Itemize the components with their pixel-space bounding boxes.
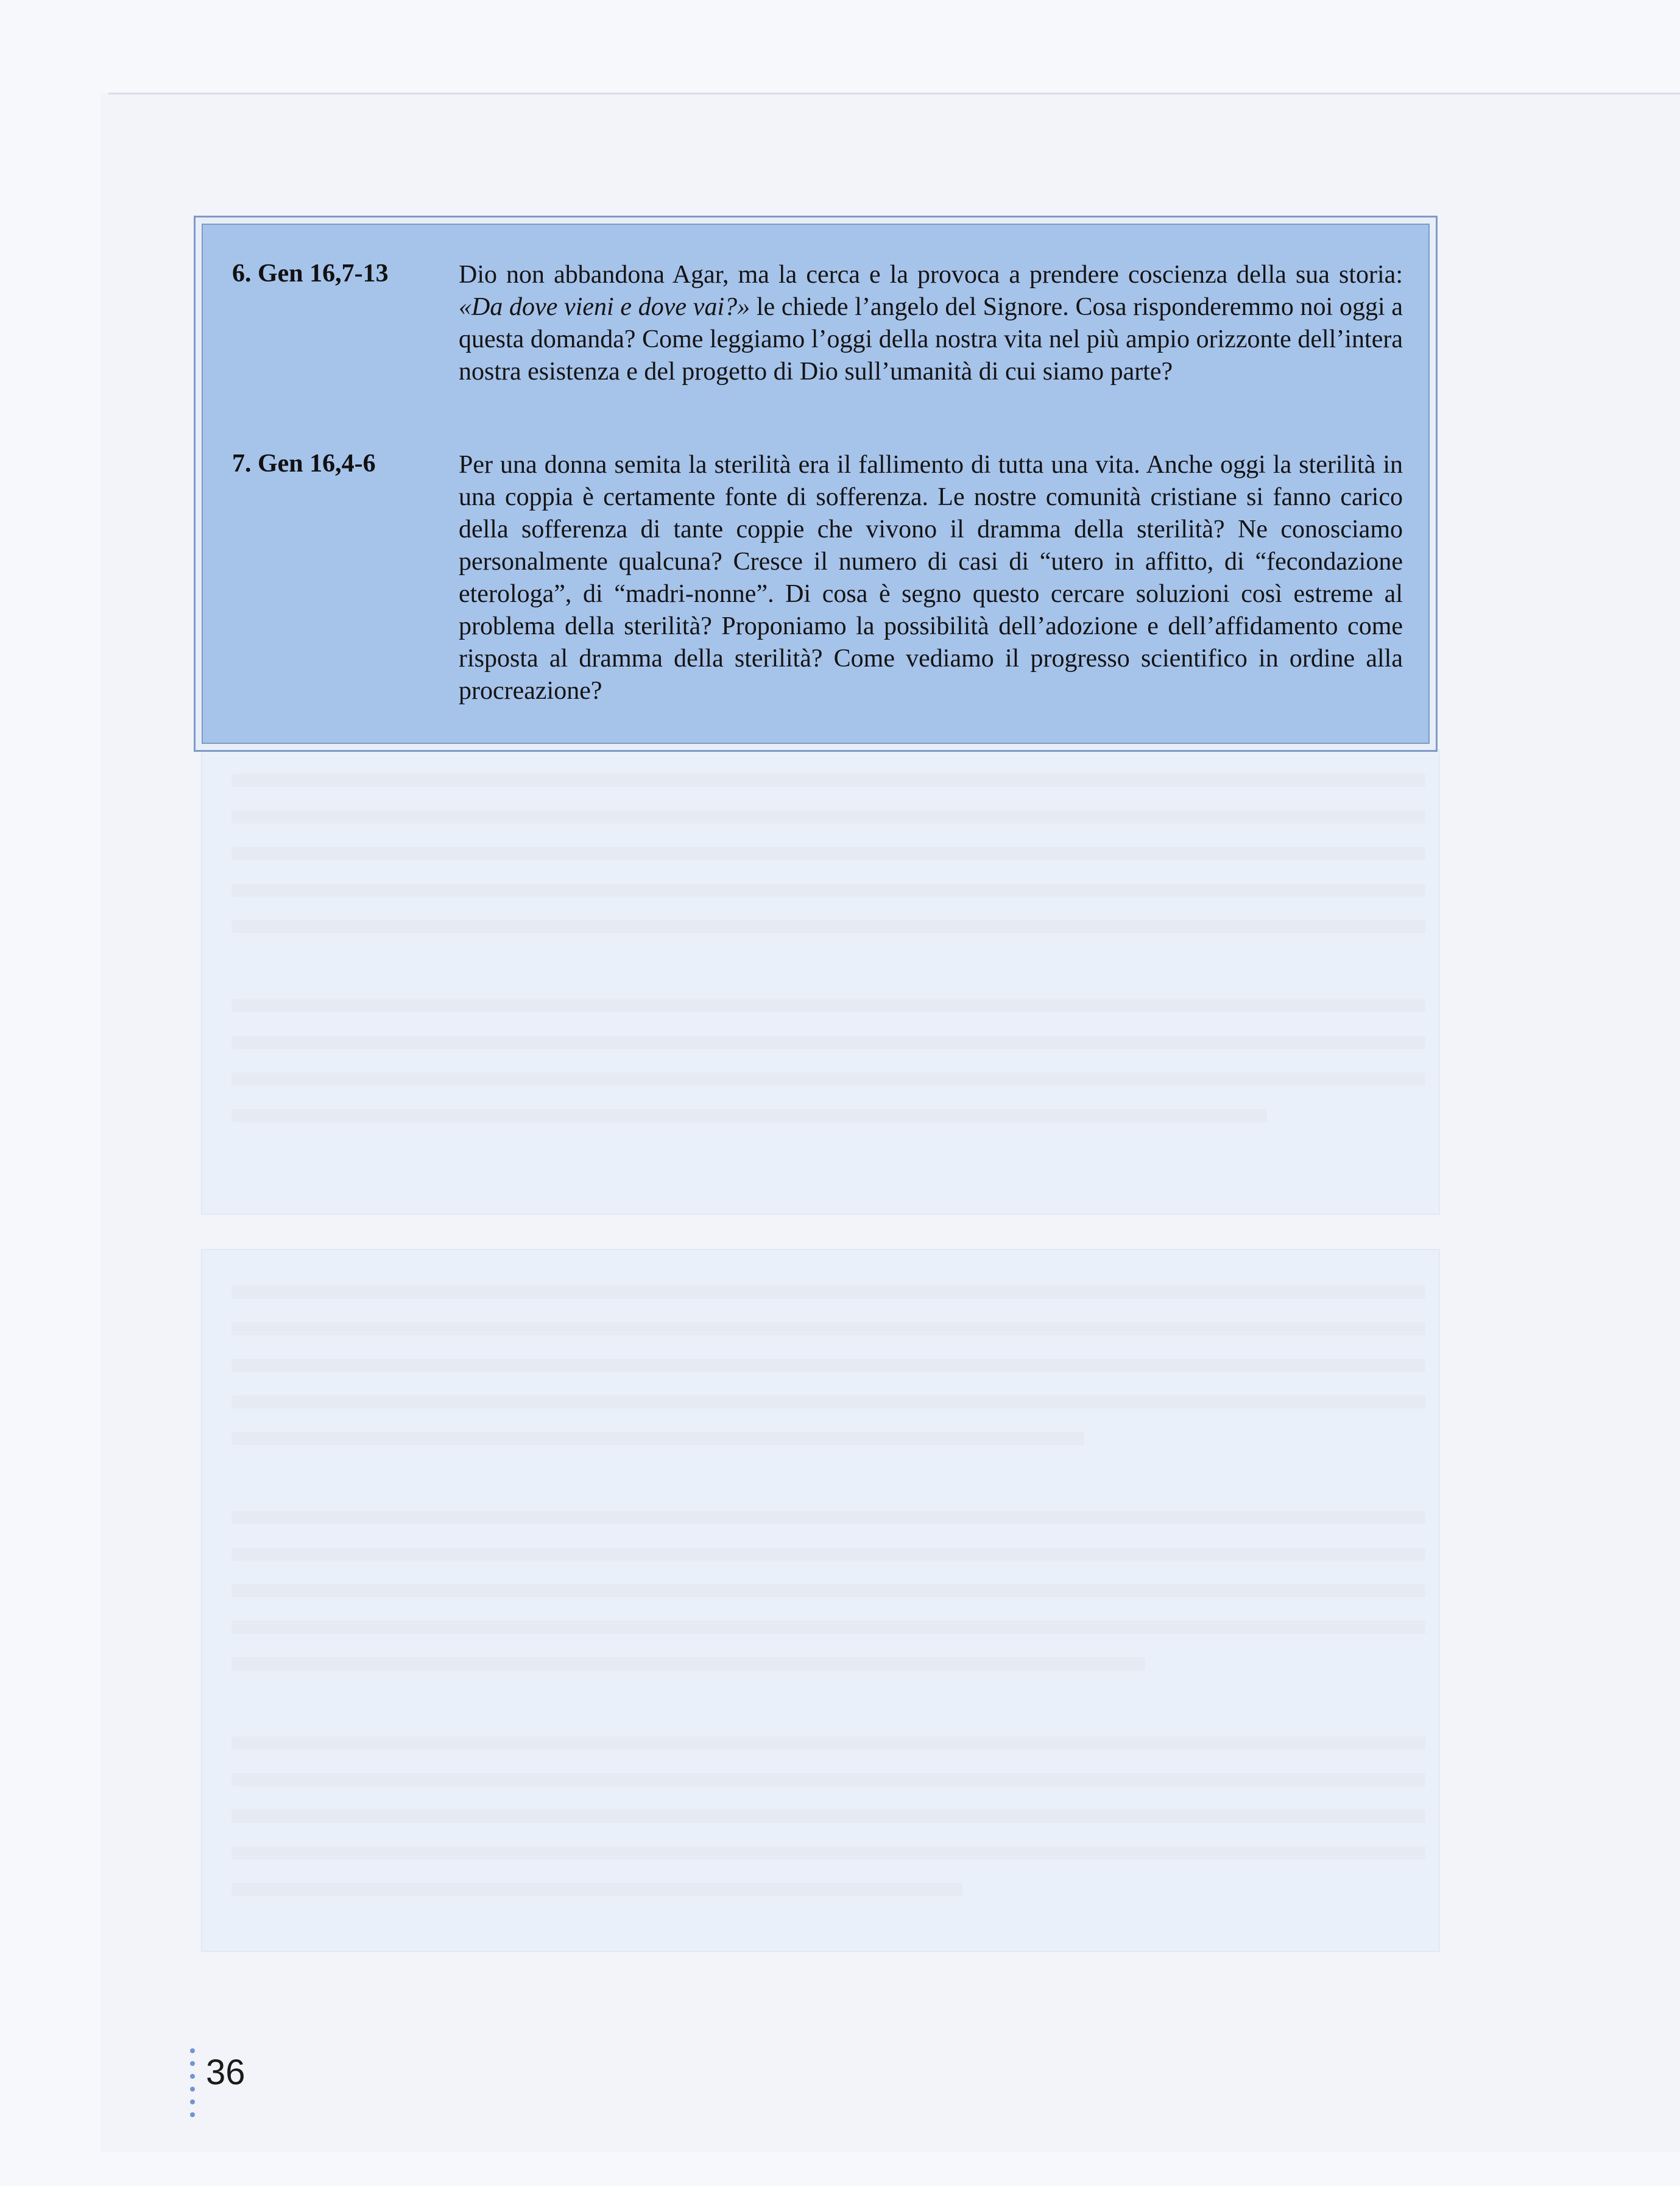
question-box: [194, 216, 1438, 752]
entry-text: [459, 259, 1403, 388]
page-number: 36: [206, 2053, 245, 2092]
entry-text-part: Dio non abbandona Agar, ma la cerca e la provoca a prendere coscienza della sua storia:: [459, 261, 1403, 289]
question-box-inner: [202, 224, 1430, 744]
dot: [190, 2087, 195, 2092]
bleed-through-line: [231, 1072, 1425, 1086]
entry-text-part: le chiede l’angelo del Signore. Cosa risponderemmo noi oggi a questa domanda? Come leggiamo l’oggi della nostra vita nel più ampio orizzonte dell’intera nostra esistenza e del progetto di Dio sull’umanità di cui siamo parte?: [459, 293, 1403, 386]
bleed-through-line: [231, 1322, 1425, 1335]
bleed-through-line: [231, 1736, 1425, 1750]
entry-gen-16-4-6: [203, 449, 1428, 707]
bleed-through-line: [231, 999, 1425, 1013]
page-trim-line: [108, 93, 1680, 94]
bleed-through-line: [231, 883, 1425, 897]
bleed-through-line: [231, 774, 1425, 787]
bleed-through-line: [231, 847, 1425, 860]
bleed-through-line: [231, 1548, 1425, 1561]
entry-text: Per una donna semita la sterilità era il fallimento di tutta una vita. Anche oggi la sterilità in una coppia è certamente fonte di sofferenza. Le nostre comunità cristiane si fanno carico della sofferenza di tante coppie che vivono il dramma della sterilità? Ne conosciamo personalmente qualcuna? Cresce il numero di casi di “utero in affitto, di “fecondazione eterologa”, di “madri-nonne”. Di cosa è segno questo cercare soluzioni così estreme al problema della sterilità? Proponiamo la possibilità dell’adozione e dell’affidamento come risposta al dramma della sterilità? Come vediamo il progresso scientifico in ordine alla procreazione?: [459, 451, 1403, 705]
entry-gen-16-7-13: [203, 259, 1428, 388]
bleed-through-line: [231, 1511, 1425, 1524]
bleed-through-line: [231, 1883, 962, 1896]
entry-reference: 7. Gen 16,4-6: [232, 450, 376, 478]
dot: [190, 2074, 195, 2079]
dot: [190, 2048, 195, 2053]
bleed-through-line: [231, 1432, 1084, 1445]
bleed-through-line: [231, 1286, 1425, 1299]
entry-quote: «Da dove vieni e dove vai?»: [459, 293, 750, 321]
page-number-dots: [190, 2048, 196, 2125]
bleed-through-line: [231, 1395, 1425, 1409]
bleed-through-line: [231, 1584, 1425, 1597]
dot: [190, 2061, 195, 2066]
bleed-through-line: [231, 1846, 1425, 1859]
bleed-through-line: [231, 810, 1425, 824]
bleed-through-line: [231, 1036, 1425, 1049]
bleed-through-line: [231, 1657, 1145, 1671]
bleed-through-line: [231, 1109, 1267, 1122]
bleed-through-line: [231, 1621, 1425, 1634]
bleed-through-line: [231, 1773, 1425, 1786]
bleed-through-line: [231, 920, 1425, 933]
bleed-through-line: [231, 1359, 1425, 1372]
dot: [190, 2099, 195, 2104]
bleed-through-line: [231, 1809, 1425, 1823]
dot: [190, 2112, 195, 2117]
entry-reference: 6. Gen 16,7-13: [232, 260, 389, 288]
